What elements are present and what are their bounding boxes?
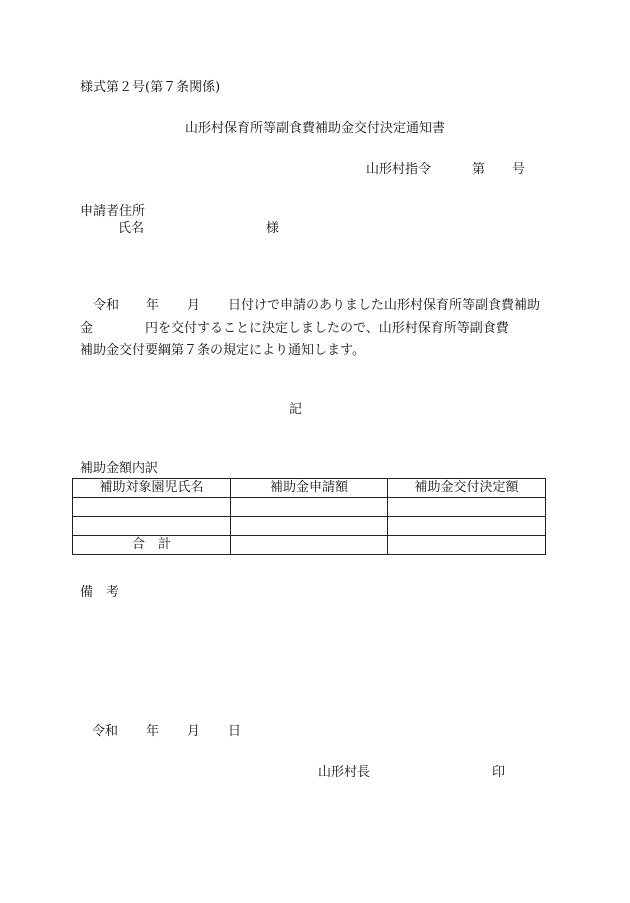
table-cell — [388, 517, 546, 536]
body-reiwa: 令和 — [93, 298, 120, 313]
table-cell — [231, 517, 388, 536]
table-header-row — [73, 479, 546, 498]
body-month: 月 — [187, 298, 201, 313]
body-line-1-text: 日付けで申請のありました山形村保育所等副食費補助 — [228, 298, 541, 313]
mayor-title: 山形村長 — [318, 765, 371, 780]
breakdown-caption: 補助金額内訳 — [80, 461, 159, 476]
issue-date-day: 日 — [228, 724, 242, 739]
applicant-honorific: 様 — [266, 221, 280, 236]
table-cell — [73, 498, 231, 517]
total-decided-cell — [388, 536, 546, 555]
header-child-name: 補助対象園児氏名 — [73, 479, 231, 498]
body-kin: 金 — [80, 321, 94, 336]
issue-date-year: 年 — [146, 724, 160, 739]
table-cell — [231, 498, 388, 517]
directive-organization: 山形村指令 — [366, 162, 432, 177]
table-cell — [388, 498, 546, 517]
header-decided-amount: 補助金交付決定額 — [388, 479, 546, 498]
form-number: 様式第２号(第７条関係) — [80, 80, 221, 95]
table-row — [73, 517, 546, 536]
ki-heading: 記 — [289, 402, 303, 417]
table-cell — [73, 517, 231, 536]
breakdown-table — [72, 478, 546, 555]
applicant-address-label: 申請者住所 — [80, 204, 146, 219]
table-total-row — [73, 536, 546, 555]
header-requested-amount: 補助金申請額 — [231, 479, 388, 498]
directive-number-suffix: 号 — [512, 162, 526, 177]
seal-mark: 印 — [492, 765, 506, 780]
issue-date-reiwa: 令和 — [92, 724, 119, 739]
total-requested-cell — [231, 536, 388, 555]
body-line-2-text: 円を交付することに決定しましたので、山形村保育所等副食費 — [145, 321, 509, 336]
document-title: 山形村保育所等副食費補助金交付決定通知書 — [184, 121, 445, 136]
directive-number-prefix: 第 — [472, 162, 486, 177]
issue-date-month: 月 — [187, 724, 201, 739]
applicant-name-label: 氏名 — [118, 221, 145, 236]
remarks-label: 備 考 — [80, 585, 120, 600]
table-row — [73, 498, 546, 517]
total-label: 合 計 — [73, 536, 231, 555]
body-year: 年 — [146, 298, 160, 313]
body-line-3: 補助金交付要綱第７条の規定により通知します。 — [80, 343, 365, 358]
